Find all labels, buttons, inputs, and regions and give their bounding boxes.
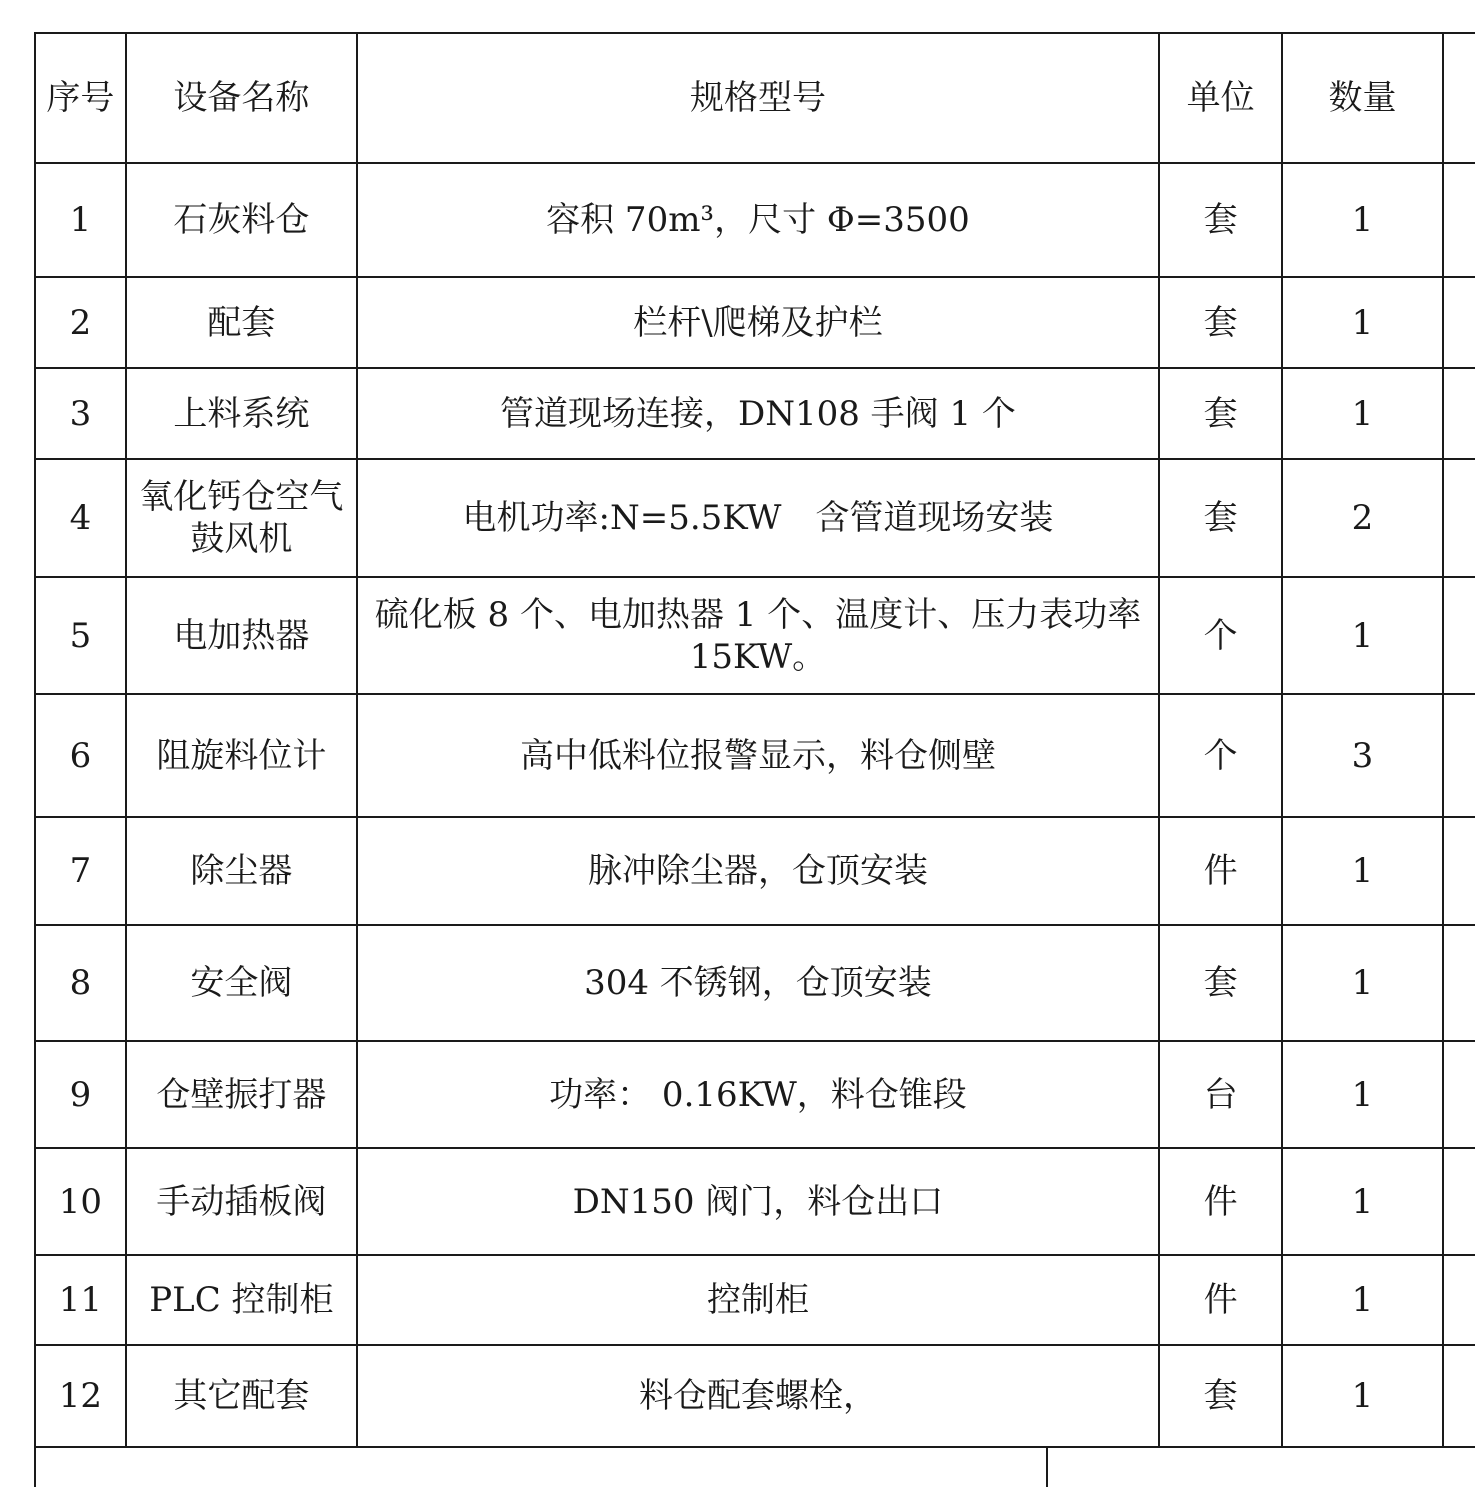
cell-seq: 7 — [35, 817, 126, 925]
cell-seq: 8 — [35, 925, 126, 1041]
cell-qty: 1 — [1282, 577, 1442, 694]
cell-spec: DN150 阀门，料仓出口 — [357, 1148, 1159, 1255]
table-row — [35, 925, 1475, 1041]
cell-qty: 2 — [1282, 459, 1442, 577]
table-row — [35, 459, 1475, 577]
cell-name: 阻旋料位计 — [126, 694, 357, 817]
cell-seq: 11 — [35, 1255, 126, 1345]
cell-name: 电加热器 — [126, 577, 357, 694]
cell-seq: 12 — [35, 1345, 126, 1447]
cell-unit: 个 — [1159, 694, 1282, 817]
header-seq: 序号 — [35, 33, 126, 163]
cell-name: 除尘器 — [126, 817, 357, 925]
table-row — [35, 817, 1475, 925]
cell-extra — [1443, 368, 1475, 459]
cell-qty: 1 — [1282, 368, 1442, 459]
header-spec: 规格型号 — [357, 33, 1159, 163]
cell-seq: 2 — [35, 277, 126, 368]
cell-spec: 料仓配套螺栓， — [357, 1345, 1159, 1447]
cell-name: 手动插板阀 — [126, 1148, 357, 1255]
cell-qty: 1 — [1282, 925, 1442, 1041]
cell-unit: 套 — [1159, 277, 1282, 368]
cell-seq: 9 — [35, 1041, 126, 1148]
table-header-row — [35, 33, 1475, 163]
table-row — [35, 1345, 1475, 1447]
cell-qty: 1 — [1282, 277, 1442, 368]
footer-row — [34, 1447, 1475, 1487]
cell-qty: 1 — [1282, 1345, 1442, 1447]
cell-spec: 304 不锈钢，仓顶安装 — [357, 925, 1159, 1041]
table-row — [35, 1255, 1475, 1345]
cell-extra — [1443, 1148, 1475, 1255]
table-row — [35, 368, 1475, 459]
cell-name: 上料系统 — [126, 368, 357, 459]
cell-extra — [1443, 577, 1475, 694]
header-qty: 数量 — [1282, 33, 1442, 163]
cell-spec: 容积 70m³，尺寸 Φ=3500 — [357, 163, 1159, 277]
footer-divider — [1046, 1447, 1048, 1487]
cell-unit: 件 — [1159, 1255, 1282, 1345]
cell-name: 配套 — [126, 277, 357, 368]
cell-spec: 硫化板 8 个、电加热器 1 个、温度计、压力表功率 15KW。 — [357, 577, 1159, 694]
cell-spec: 栏杆\爬梯及护栏 — [357, 277, 1159, 368]
cell-qty: 1 — [1282, 1255, 1442, 1345]
cell-seq: 5 — [35, 577, 126, 694]
cell-qty: 1 — [1282, 1041, 1442, 1148]
cell-extra — [1443, 459, 1475, 577]
cell-unit: 套 — [1159, 925, 1282, 1041]
cell-spec: 电机功率:N=5.5KW 含管道现场安装 — [357, 459, 1159, 577]
cell-name: PLC 控制柜 — [126, 1255, 357, 1345]
header-unit: 单位 — [1159, 33, 1282, 163]
cell-extra — [1443, 694, 1475, 817]
cell-spec: 管道现场连接，DN108 手阀 1 个 — [357, 368, 1159, 459]
table-row — [35, 1148, 1475, 1255]
cell-extra — [1443, 1041, 1475, 1148]
cell-extra — [1443, 277, 1475, 368]
cell-seq: 3 — [35, 368, 126, 459]
cell-extra — [1443, 1345, 1475, 1447]
table-row — [35, 277, 1475, 368]
table-row — [35, 163, 1475, 277]
header-extra — [1443, 33, 1475, 163]
cell-unit: 套 — [1159, 459, 1282, 577]
cell-unit: 台 — [1159, 1041, 1282, 1148]
equipment-table — [34, 32, 1475, 1448]
cell-spec: 控制柜 — [357, 1255, 1159, 1345]
cell-extra — [1443, 163, 1475, 277]
cell-unit: 套 — [1159, 1345, 1282, 1447]
cell-seq: 6 — [35, 694, 126, 817]
cell-qty: 1 — [1282, 1148, 1442, 1255]
header-name: 设备名称 — [126, 33, 357, 163]
cell-extra — [1443, 1255, 1475, 1345]
cell-extra — [1443, 817, 1475, 925]
cell-spec: 脉冲除尘器，仓顶安装 — [357, 817, 1159, 925]
cell-name: 其它配套 — [126, 1345, 357, 1447]
cell-unit: 套 — [1159, 368, 1282, 459]
cell-unit: 件 — [1159, 1148, 1282, 1255]
cell-seq: 1 — [35, 163, 126, 277]
cell-name: 氧化钙仓空气鼓风机 — [126, 459, 357, 577]
cell-qty: 3 — [1282, 694, 1442, 817]
cell-qty: 1 — [1282, 817, 1442, 925]
cell-name: 仓壁振打器 — [126, 1041, 357, 1148]
cell-seq: 4 — [35, 459, 126, 577]
cell-qty: 1 — [1282, 163, 1442, 277]
table-row — [35, 694, 1475, 817]
table-row — [35, 1041, 1475, 1148]
cell-spec: 高中低料位报警显示，料仓侧壁 — [357, 694, 1159, 817]
cell-spec: 功率： 0.16KW，料仓锥段 — [357, 1041, 1159, 1148]
cell-unit: 套 — [1159, 163, 1282, 277]
cell-unit: 个 — [1159, 577, 1282, 694]
cell-unit: 件 — [1159, 817, 1282, 925]
cell-extra — [1443, 925, 1475, 1041]
cell-name: 石灰料仓 — [126, 163, 357, 277]
cell-name: 安全阀 — [126, 925, 357, 1041]
cell-seq: 10 — [35, 1148, 126, 1255]
table-row — [35, 577, 1475, 694]
